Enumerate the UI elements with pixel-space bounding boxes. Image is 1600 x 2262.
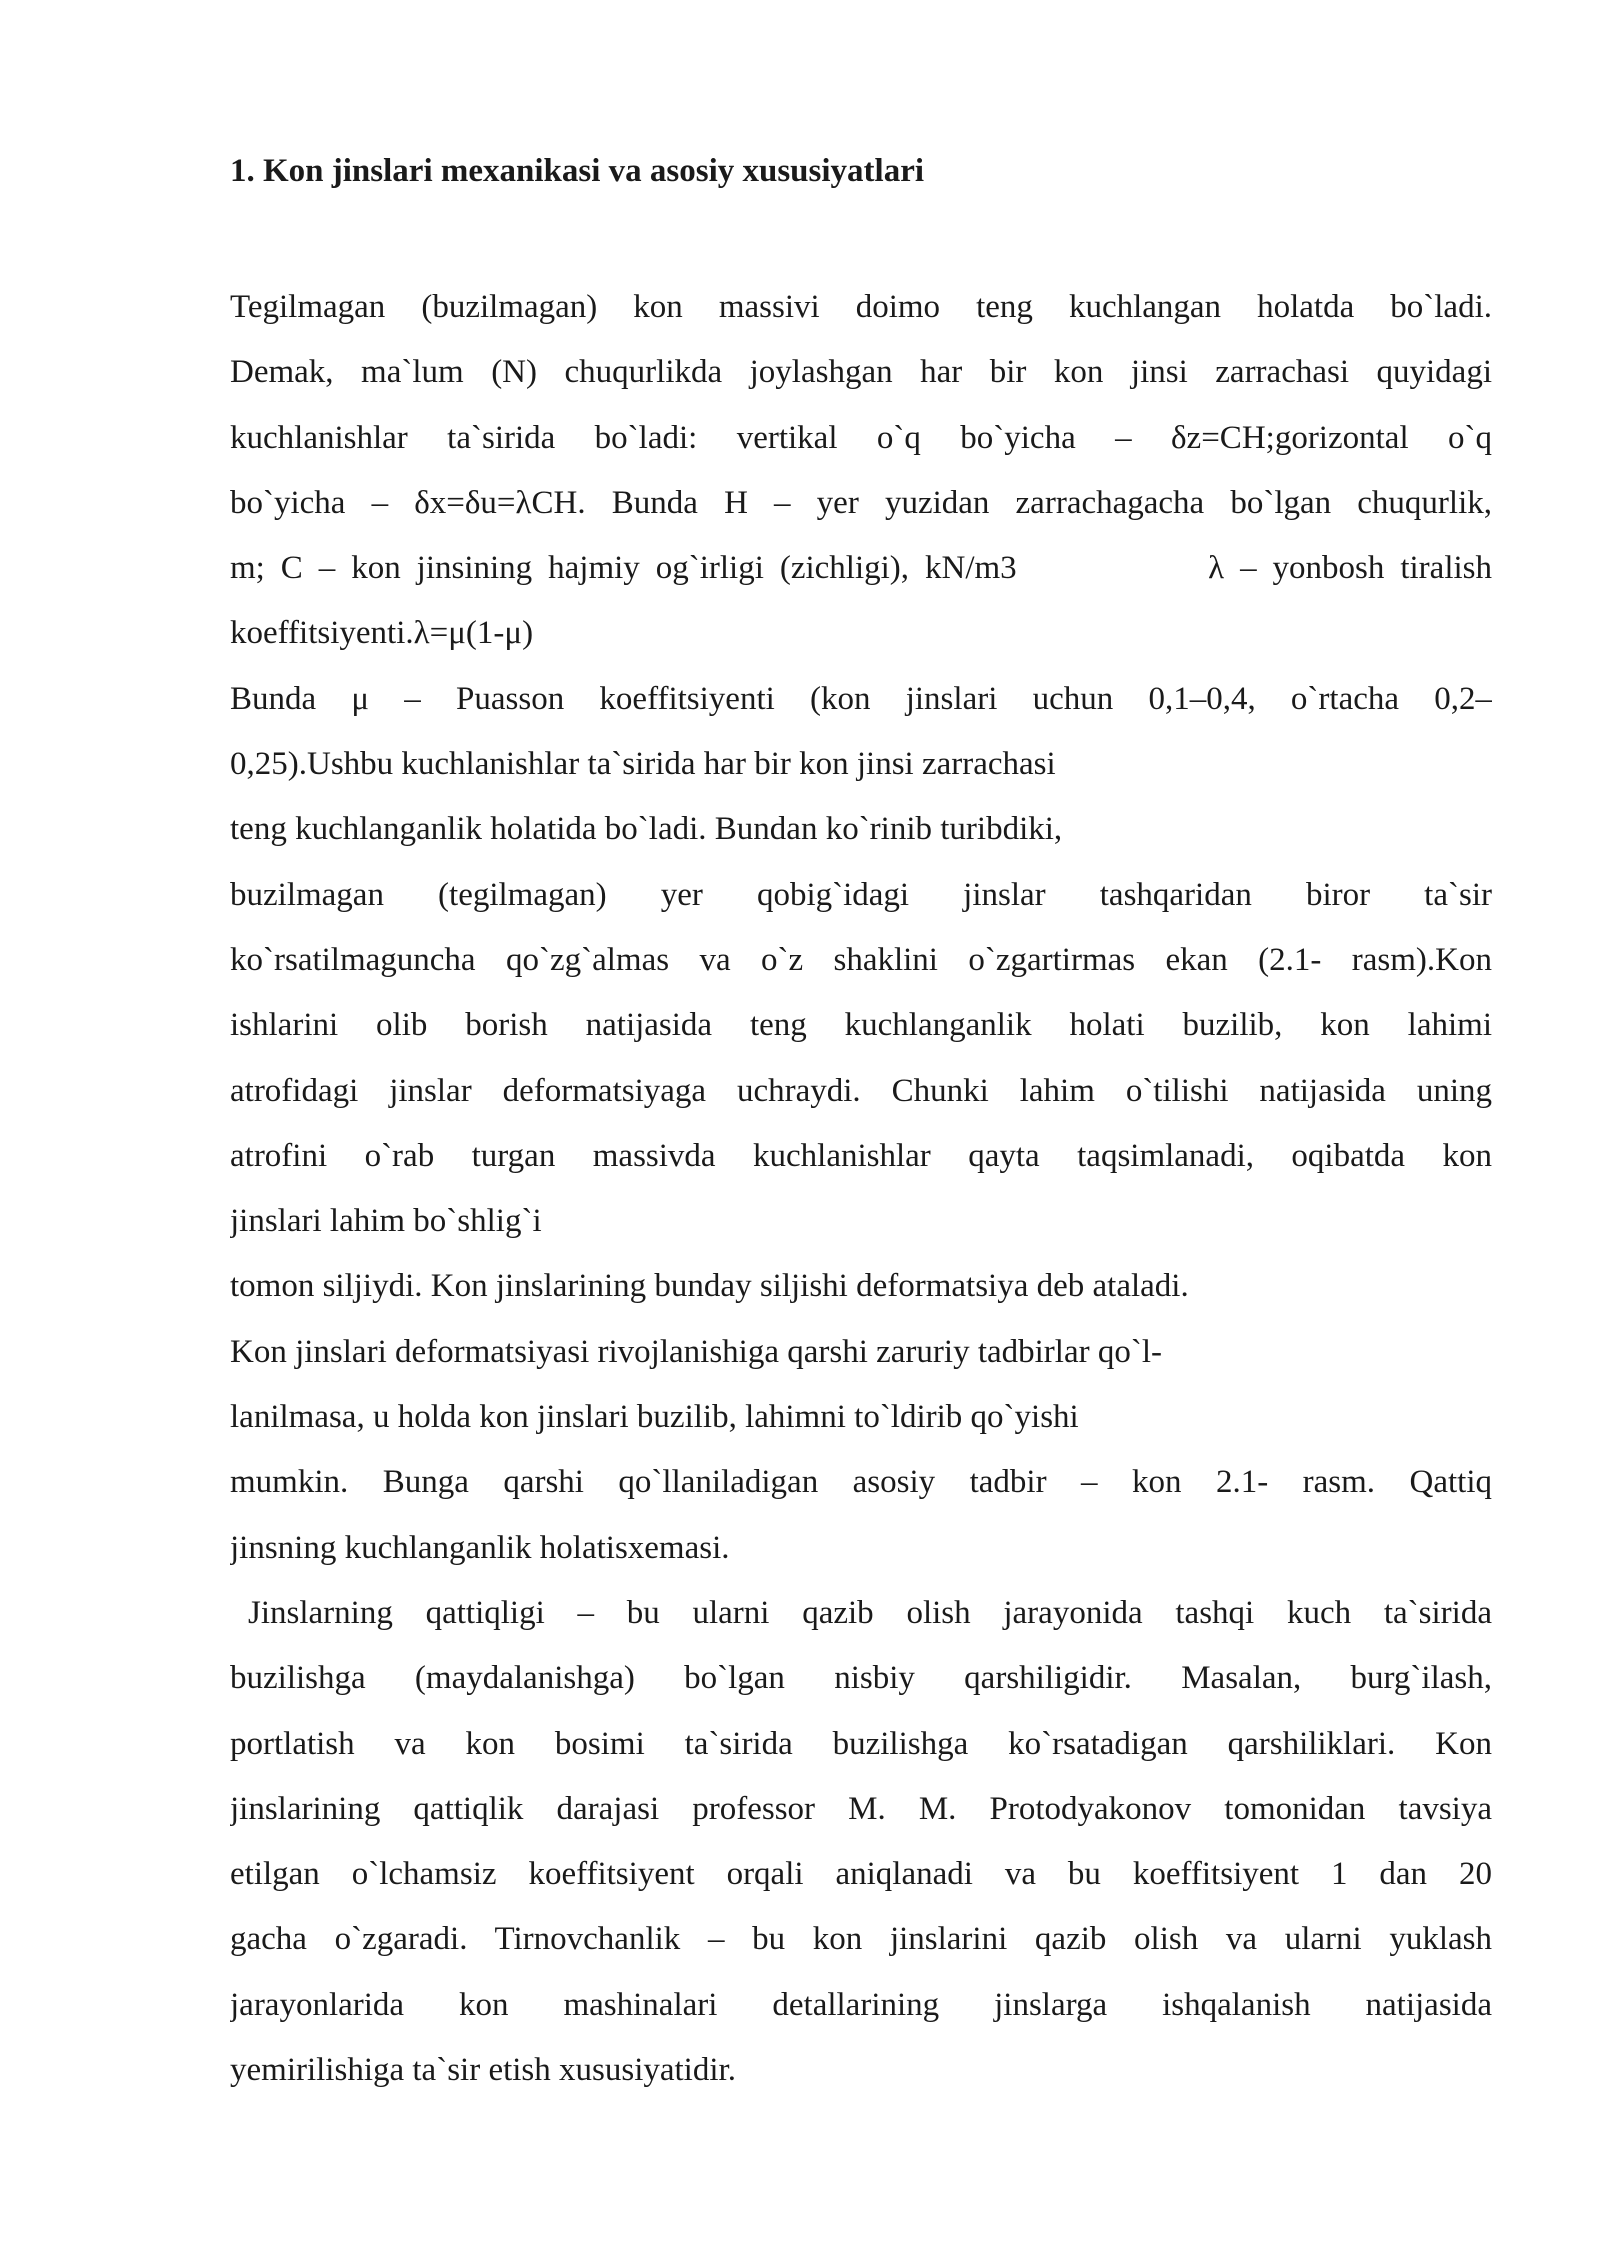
text-line: jinslari lahim bo`shlig`i [230,1203,542,1240]
text-line: koeffitsiyenti.λ=μ(1-μ) [230,615,534,652]
text-line: portlatish va kon bosimi ta`sirida buzilishga ko`rsatadigan qarshiliklari. Kon [230,1725,1492,1762]
text-line: buzilmagan (tegilmagan) yer qobig`idagi jinslar tashqaridan biror ta`sir [230,876,1492,913]
text-line: lanilmasa, u holda kon jinslari buzilib, lahimni to`ldirib qo`yishi [230,1399,1079,1436]
text-line: jinsning kuchlanganlik holatisxemasi. [230,1529,730,1566]
text-line: kuchlanishlar ta`sirida bo`ladi: vertikal o`q bo`yicha – δz=CH;gorizontal o`q [230,419,1492,456]
section-heading: 1. Kon jinslari mexanikasi va asosiy xususiyatlari [230,153,925,189]
body-text [230,282,1492,2110]
text-line: gacha o`zgaradi. Tirnovchanlik – bu kon jinslarini qazib olish va ularni yuklash [230,1921,1492,1958]
text-line: yemirilishiga ta`sir etish xususiyatidir. [230,2052,736,2089]
text-line: ishlarini olib borish natijasida teng kuchlanganlik holati buzilib, kon lahimi [230,1007,1492,1044]
text-line: etilgan o`lchamsiz koeffitsiyent orqali aniqlanadi va bu koeffitsiyent 1 dan 20 [230,1856,1492,1893]
text-line: jarayonlarida kon mashinalari detallarining jinslarga ishqalanish natijasida [230,1986,1492,2023]
text-line: Kon jinslari deformatsiyasi rivojlanishiga qarshi zaruriy tadbirlar qo`l- [230,1333,1162,1370]
text-line: m; C – kon jinsining hajmiy og`irligi (zichligi), kN/m3 λ – yonbosh tiralish [230,550,1492,587]
text-line: tomon siljiydi. Kon jinslarining bunday siljishi deformatsiya deb ataladi. [230,1268,1189,1305]
text-line: Jinslarning qattiqligi – bu ularni qazib olish jarayonida tashqi kuch ta`sirida [248,1594,1492,1631]
text-line: Tegilmagan (buzilmagan) kon massivi doimo teng kuchlangan holatda bo`ladi. [230,289,1492,325]
text-line: jinslarining qattiqlik darajasi professor M. M. Protodyakonov tomonidan tavsiya [230,1790,1492,1827]
text-line: teng kuchlanganlik holatida bo`ladi. Bundan ko`rinib turibdiki, [230,811,1063,848]
text-line: bo`yicha – δx=δu=λCH. Bunda H – yer yuzidan zarrachagacha bo`lgan chuqurlik, [230,484,1492,521]
text-line: atrofidagi jinslar deformatsiyaga uchraydi. Chunki lahim o`tilishi natijasida uning [230,1072,1492,1109]
text-line: ko`rsatilmaguncha qo`zg`almas va o`z shaklini o`zgartirmas ekan (2.1- rasm).Kon [230,941,1492,978]
text-line: 0,25).Ushbu kuchlanishlar ta`sirida har bir kon jinsi zarrachasi [230,746,1056,783]
text-line: Bunda μ – Puasson koeffitsiyenti (kon jinslari uchun 0,1–0,4, o`rtacha 0,2– [230,680,1492,717]
text-line: atrofini o`rab turgan massivda kuchlanishlar qayta taqsimlanadi, oqibatda kon [230,1137,1492,1174]
text-line: Demak, ma`lum (N) chuqurlikda joylashgan har bir kon jinsi zarrachasi quyidagi [230,354,1492,391]
text-line: mumkin. Bunga qarshi qo`llaniladigan asosiy tadbir – kon 2.1- rasm. Qattiq [230,1464,1492,1501]
text-line: buzilishga (maydalanishga) bo`lgan nisbiy qarshiligidir. Masalan, burg`ilash, [230,1660,1492,1697]
